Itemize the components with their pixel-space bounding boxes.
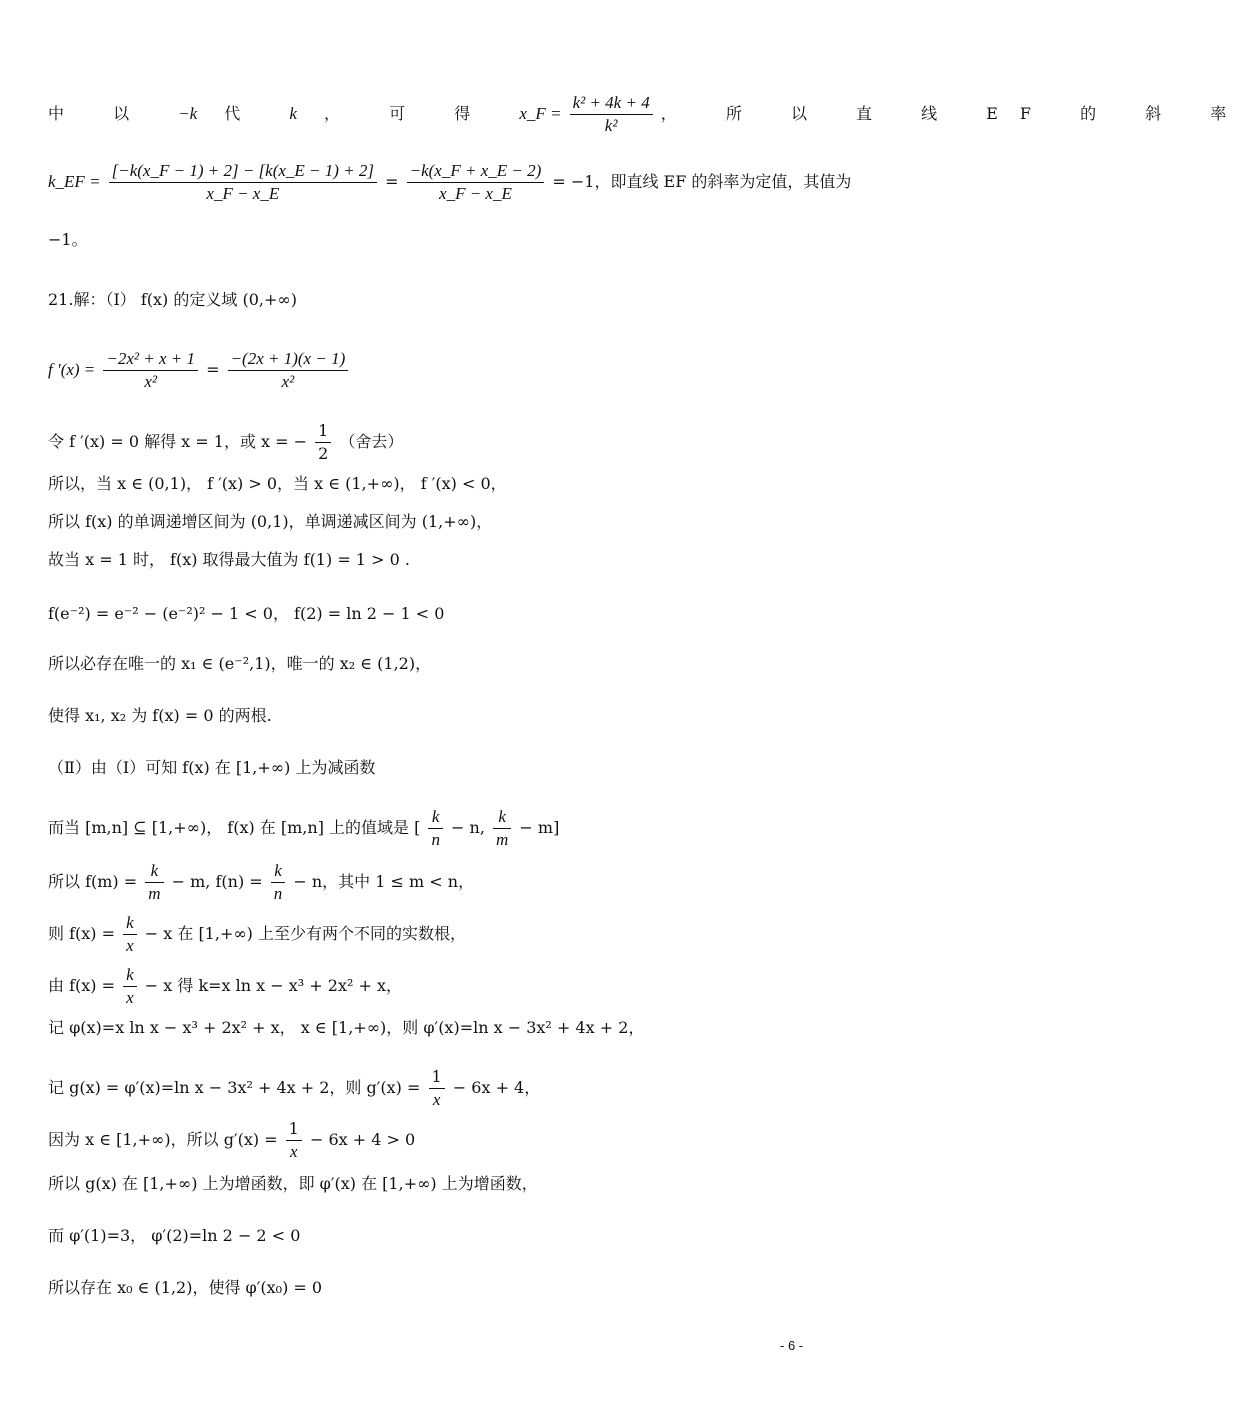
line-15: 则 f(x) = $\frac{k}{x}$ − x 在 [1,+∞) 上至少有两个不同的实数根， <box>48 913 467 955</box>
fraction: $\frac{k}{m}$ <box>145 860 163 905</box>
line-20: 所以 g(x) 在 [1,+∞) 上为增函数，即 φ′(x) 在 [1,+∞) 上为增函数， <box>48 1174 538 1193</box>
fraction: $\frac{\text{k² + 4k + 4}}{\text{k²}}$ <box>570 92 653 137</box>
line-12: （Ⅱ）由（Ⅰ）可知 f(x) 在 [1,+∞) 上为减函数 <box>48 758 376 777</box>
fraction: $\frac{[-k(x\_F - 1) + 2] - [k(x\_E - 1) + 2]}{x\_F - x\_E}$ <box>109 160 377 205</box>
fraction: $\frac{-(2x + 1)(x - 1)}{\text{x²}}$ <box>228 348 349 393</box>
fraction: $\frac{k}{x}$ <box>123 964 137 1009</box>
line-0: 中 以 −k 代 k ， 可 得 x_F = $\frac{\text{k² + 4k + 4}}{\text{k²}}$ ， 所 以 直 线 EF 的 斜 率 <box>48 93 1248 135</box>
line-1: k_EF = $\frac{[-k(x\_F - 1) + 2] - [k(x\_E - 1) + 2]}{x\_F - x\_E}$ = $\frac{-k(x\_F + x\_E - 2)}{x\_F - x\_E}$ = −1，即直线 EF 的斜率为定值，其值为 <box>48 161 852 203</box>
fraction: $\frac{\text{−2x² + x + 1}}{\text{x²}}$ <box>103 348 198 393</box>
fraction: $\frac{1}{x}$ <box>286 1118 302 1163</box>
line-3: 21.解：（Ⅰ） f(x) 的定义域 (0,+∞) <box>48 290 297 309</box>
line-5: 令 f ′(x) = 0 解得 x = 1，或 x = − $\frac{1}{2}$ （舍去） <box>48 421 404 463</box>
fraction: $\frac{k}{x}$ <box>123 912 137 957</box>
line-4: f ′(x) = $\frac{\text{−2x² + x + 1}}{\text{x²}}$ = $\frac{-(2x + 1)(x - 1)}{\text{x²}}$ <box>48 348 351 393</box>
line-18: 记 g(x) = φ′(x)=ln x − 3x² + 4x + 2，则 g′(x) = $\frac{1}{x}$ − 6x + 4， <box>48 1067 541 1109</box>
line-13: 而当 [m,n] ⊆ [1,+∞)， f(x) 在 [m,n] 上的值域是 [ $\frac{k}{n}$ − n, $\frac{k}{m}$ − m] <box>48 807 560 849</box>
fraction: $\frac{k}{m}$ <box>493 806 511 851</box>
line-17: 记 φ(x)=x ln x − x³ + 2x² + x， x ∈ [1,+∞)，则 φ′(x)=ln x − 3x² + 4x + 2， <box>48 1018 645 1037</box>
fraction: $\frac{1}{2}$ <box>315 420 331 465</box>
line-2: −1。 <box>48 230 88 249</box>
fraction: $\frac{1}{x}$ <box>429 1066 445 1111</box>
fraction: $\frac{k}{n}$ <box>428 806 443 851</box>
line-14: 所以 f(m) = $\frac{k}{m}$ − m, f(n) = $\frac{k}{n}$ − n，其中 1 ≤ m < n， <box>48 861 475 903</box>
line-16: 由 f(x) = $\frac{k}{x}$ − x 得 k=x ln x − x³ + 2x² + x， <box>48 965 402 1007</box>
line-19: 因为 x ∈ [1,+∞)，所以 g′(x) = $\frac{1}{x}$ − 6x + 4 > 0 <box>48 1119 416 1161</box>
line-8: 故当 x = 1 时， f(x) 取得最大值为 f(1) = 1 > 0 . <box>48 550 410 569</box>
line-11: 使得 x₁, x₂ 为 f(x) = 0 的两根. <box>48 706 272 725</box>
line-6: 所以，当 x ∈ (0,1)， f ′(x) > 0，当 x ∈ (1,+∞)， f ′(x) < 0， <box>48 474 507 493</box>
line-9: f(e⁻²) = e⁻² − (e⁻²)² − 1 < 0， f(2) = ln 2 − 1 < 0 <box>48 604 445 623</box>
line-22: 所以存在 x₀ ∈ (1,2)，使得 φ′(x₀) = 0 <box>48 1278 323 1297</box>
fraction: $\frac{k}{n}$ <box>271 860 286 905</box>
line-21: 而 φ′(1)=3， φ′(2)=ln 2 − 2 < 0 <box>48 1226 301 1245</box>
fraction: $\frac{-k(x\_F + x\_E - 2)}{x\_F - x\_E}$ <box>407 160 545 205</box>
line-10: 所以必存在唯一的 x₁ ∈ (e⁻²,1)，唯一的 x₂ ∈ (1,2)， <box>48 654 432 673</box>
page-number: - 6 - <box>780 1338 804 1353</box>
line-7: 所以 f(x) 的单调递增区间为 (0,1)，单调递减区间为 (1,+∞)， <box>48 512 493 531</box>
